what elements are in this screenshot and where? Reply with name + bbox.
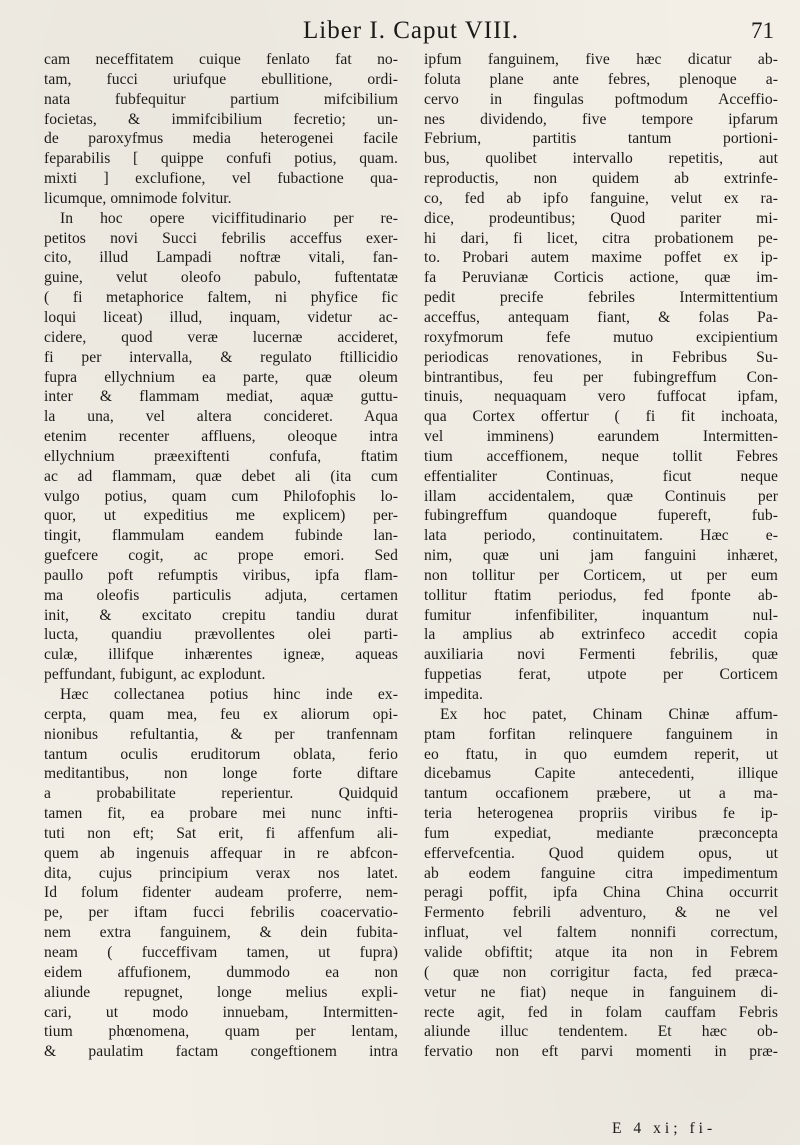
text-line: lata periodo, continuitatem. Hæc e- — [424, 527, 778, 545]
text-line: nata fubfequitur partium mifcibilium — [44, 90, 398, 108]
text-line: guine, velut oleofo pabulo, fuftentatæ — [44, 269, 398, 287]
page-number: 71 — [751, 18, 774, 43]
text-line: la una, vel altera concideret. Aqua — [44, 408, 398, 426]
text-columns — [44, 50, 778, 1062]
text-line: tium phœnomena, quam per lentam, — [44, 1023, 398, 1041]
text-line: fumitur infenfibiliter, inquantum nul- — [424, 606, 778, 624]
text-line: tium acceffionem, neque tollit Febres — [424, 447, 778, 465]
text-line: aliunde illuc tendentem. Et hæc ob- — [424, 1023, 778, 1041]
text-line: Ex hoc patet, Chinam Chinæ affum- — [440, 705, 778, 723]
text-line: la amplius ab extrinfeco accedit copia — [424, 626, 778, 644]
text-line: meditantibus, non longe forte diftare — [44, 765, 398, 783]
text-line: vel imminens) earundem Intermitten- — [424, 428, 778, 446]
text-line: inter & flammam mediat, aquæ guttu- — [44, 388, 398, 406]
text-line: ab eodem fanguine citra impedimentum — [424, 864, 778, 882]
text-line: ipfum fanguinem, five hæc dicatur ab- — [424, 51, 778, 68]
text-line: a probabilitate reperientur. Quidquid — [44, 785, 398, 803]
text-line: quor, ut expeditius me explicem) per- — [44, 507, 398, 525]
text-line: init, & excitato crepitu tandiu durat — [44, 606, 398, 624]
text-line: cito, illud Lampadi noftræ vitali, fan- — [44, 249, 398, 267]
right-column — [424, 50, 778, 1062]
text-line: ( quæ non corrigitur facta, fed præca- — [424, 963, 778, 981]
text-line: cidere, quod veræ lucernæ accideret, — [44, 328, 398, 346]
text-line: peffundant, fubigunt, ac explodunt. — [44, 666, 266, 684]
text-line: impedita. — [424, 686, 483, 703]
text-line: Febrium, partitis tantum portioni- — [424, 130, 778, 148]
text-line: loqui liceat) illud, inquam, videtur ac- — [44, 308, 398, 326]
left-column — [44, 50, 398, 1062]
text-line: fupra ellychnium ea parte, quæ oleum — [44, 368, 398, 386]
text-line: de paroxyfmus media heterogenei facile — [44, 130, 398, 148]
text-line: periodicas renovationes, in Febribus Su- — [424, 348, 778, 366]
text-line: quem ab ingenuis affequar in re abfcon- — [44, 844, 398, 862]
text-line: Hæc collectanea potius hinc inde ex- — [60, 686, 398, 703]
text-line: eidem affufionem, dummodo ea non — [44, 963, 398, 981]
text-line: nes dividendo, five tempore ipfarum — [424, 110, 778, 128]
text-line: peragi poffit, ipfa China China occurrit — [424, 884, 778, 902]
text-line: etenim recenter affluens, oleoque intra — [44, 428, 398, 446]
text-line: ma oleofis particulis adjuta, certamen — [44, 586, 398, 604]
text-line: acceffus, antequam fiant, & folas Pa- — [424, 308, 778, 326]
text-line: nim, quæ uni jam fanguini inhæret, — [424, 547, 778, 565]
text-line: dita, cujus principium verax nos latet. — [44, 864, 398, 882]
text-line: qua Cortex offertur ( fi fit inchoata, — [424, 408, 778, 426]
text-line: bintrantibus, feu per fubingreffum Con- — [424, 368, 778, 386]
text-line: to. Probari autem maxime poffet ex ip- — [424, 249, 778, 267]
text-line: dice, prodeuntibus; Quod pariter mi- — [424, 209, 778, 227]
text-line: hi dari, fi licet, citra probationem pe- — [424, 229, 778, 247]
text-line: dicebamus Capite antecedenti, illique — [424, 765, 778, 783]
text-line: influat, vel faltem nonnifi correctum, — [424, 924, 778, 942]
text-line: ellychnium præexiftenti confufa, ftatim — [44, 447, 398, 465]
text-line: lucta, quandiu prævollentes olei parti- — [44, 626, 398, 644]
text-line: fubingreffum quandoque fupereft, fub- — [424, 507, 778, 525]
text-line: eo ftatu, in quo eumdem reperit, ut — [424, 745, 778, 763]
text-line: illam accidentalem, quæ Continuis per — [424, 487, 778, 505]
text-line: roxyfmorum fefe mutuo excipientium — [424, 328, 778, 346]
text-line: Id folum fidenter audeam proferre, nem- — [44, 884, 398, 902]
text-line: teria heterogenea propriis viribus fe ip- — [424, 805, 778, 823]
text-line: tinuis, nequaquam vero fuffocat ipfam, — [424, 388, 778, 406]
running-head — [44, 14, 778, 48]
text-line: Fermento febrili adventuro, & ne vel — [424, 904, 778, 922]
text-line: tollitur ftatim periodus, fed fponte ab- — [424, 586, 778, 604]
text-line: tamen fit, ea probare mei nunc infti- — [44, 805, 398, 823]
text-line: cam neceffitatem cuique fenlato fat no- — [44, 51, 398, 68]
text-line: guefcere cogit, ac prope emori. Sed — [44, 547, 398, 565]
text-line: recte agit, fed in folam cauffam Febris — [424, 1003, 778, 1021]
text-line: cervo in fingulas poftmodum Acceffio- — [424, 90, 778, 108]
text-line: tuti non eft; Sat erit, fi affenfum ali- — [44, 824, 398, 842]
text-line: In hoc opere viciffitudinario per re- — [60, 209, 398, 227]
text-line: fi per intervalla, & regulato ftillicidio — [44, 348, 398, 366]
text-line: non tollitur per Corticem, ut per eum — [424, 566, 778, 584]
text-line: ( fi metaphorice faltem, ni phyfice fic — [44, 289, 398, 307]
text-line: mixti ] exclufione, vel fubactione qua- — [44, 170, 398, 188]
text-line: fervatio non eft parvi momenti in præ- — [424, 1043, 778, 1061]
text-line: ac ad flammam, quæ debet ali (ita cum — [44, 467, 398, 485]
text-line: reproductis, non quidem ab extrinfe- — [424, 170, 778, 188]
text-line: pe, per iftam fucci febrilis coacervatio- — [44, 904, 398, 922]
signature-mark: E 4 xi; fi- — [612, 1120, 717, 1137]
text-line: culæ, illifque inhærentes igneæ, aqueas — [44, 646, 398, 664]
text-line: paullo poft refumptis viribus, ipfa flam- — [44, 566, 398, 584]
running-title: Liber I. Caput VIII. — [302, 17, 519, 44]
text-line: effentialiter Continuas, ficut neque — [424, 467, 778, 485]
text-line: fum expediat, mediante præconcepta — [424, 824, 778, 842]
text-line: auxiliaria novi Fermenti febrilis, quæ — [424, 646, 778, 664]
text-line: tingit, flammulam eandem fubinde lan- — [44, 527, 398, 545]
text-line: tantum occafionem præbere, ut a ma- — [424, 785, 778, 803]
text-line: foluta plane ante febres, plenoque a- — [424, 70, 778, 88]
text-line: fuppetias ferat, utpote per Corticem — [424, 666, 778, 684]
text-line: licumque, omnimode folvitur. — [44, 189, 232, 207]
text-line: feparabilis [ quippe confufi potius, quam. — [44, 150, 398, 168]
text-line: vulgo potius, quam cum Philofophis lo- — [44, 487, 398, 505]
text-line: focietas, & immifcibilium fecretio; un- — [44, 110, 398, 128]
text-line: ptam forfitan relinquere fanguinem in — [424, 725, 778, 743]
text-line: neam ( fucceffivam tamen, ut fupra) — [44, 943, 398, 961]
text-line: bus, quolibet intervallo repetitis, aut — [424, 150, 778, 168]
text-line: aliunde repugnet, longe melius expli- — [44, 983, 398, 1001]
text-line: petitos novi Succi febrilis acceffus exer- — [44, 229, 398, 247]
text-line: cerpta, quam mea, feu ex aliorum opi- — [44, 705, 398, 723]
text-line: nem extra fanguinem, & dein fubita- — [44, 924, 398, 942]
text-line: nionibus refultantia, & per tranfennam — [44, 725, 398, 743]
text-line: valide obfiftit; atque ita non in Febrem — [424, 943, 778, 961]
text-line: vetur ne fiat) neque in fanguinem di- — [424, 983, 778, 1001]
text-line: tantum oculis eruditorum oblata, ferio — [44, 745, 398, 763]
text-line: effervefcentia. Quod quidem opus, ut — [424, 844, 778, 862]
text-line: tam, fucci uriufque ebullitione, ordi- — [44, 70, 398, 88]
text-line: fa Peruvianæ Corticis actione, quæ im- — [424, 269, 778, 287]
text-line: pedit precife febriles Intermittentium — [424, 289, 778, 307]
text-line: cari, ut modo innuebam, Intermitten- — [44, 1003, 398, 1021]
text-line: & paulatim factam congeftionem intra — [44, 1043, 398, 1061]
text-line: co, fed ab ipfo fanguine, velut ex ra- — [424, 189, 778, 207]
